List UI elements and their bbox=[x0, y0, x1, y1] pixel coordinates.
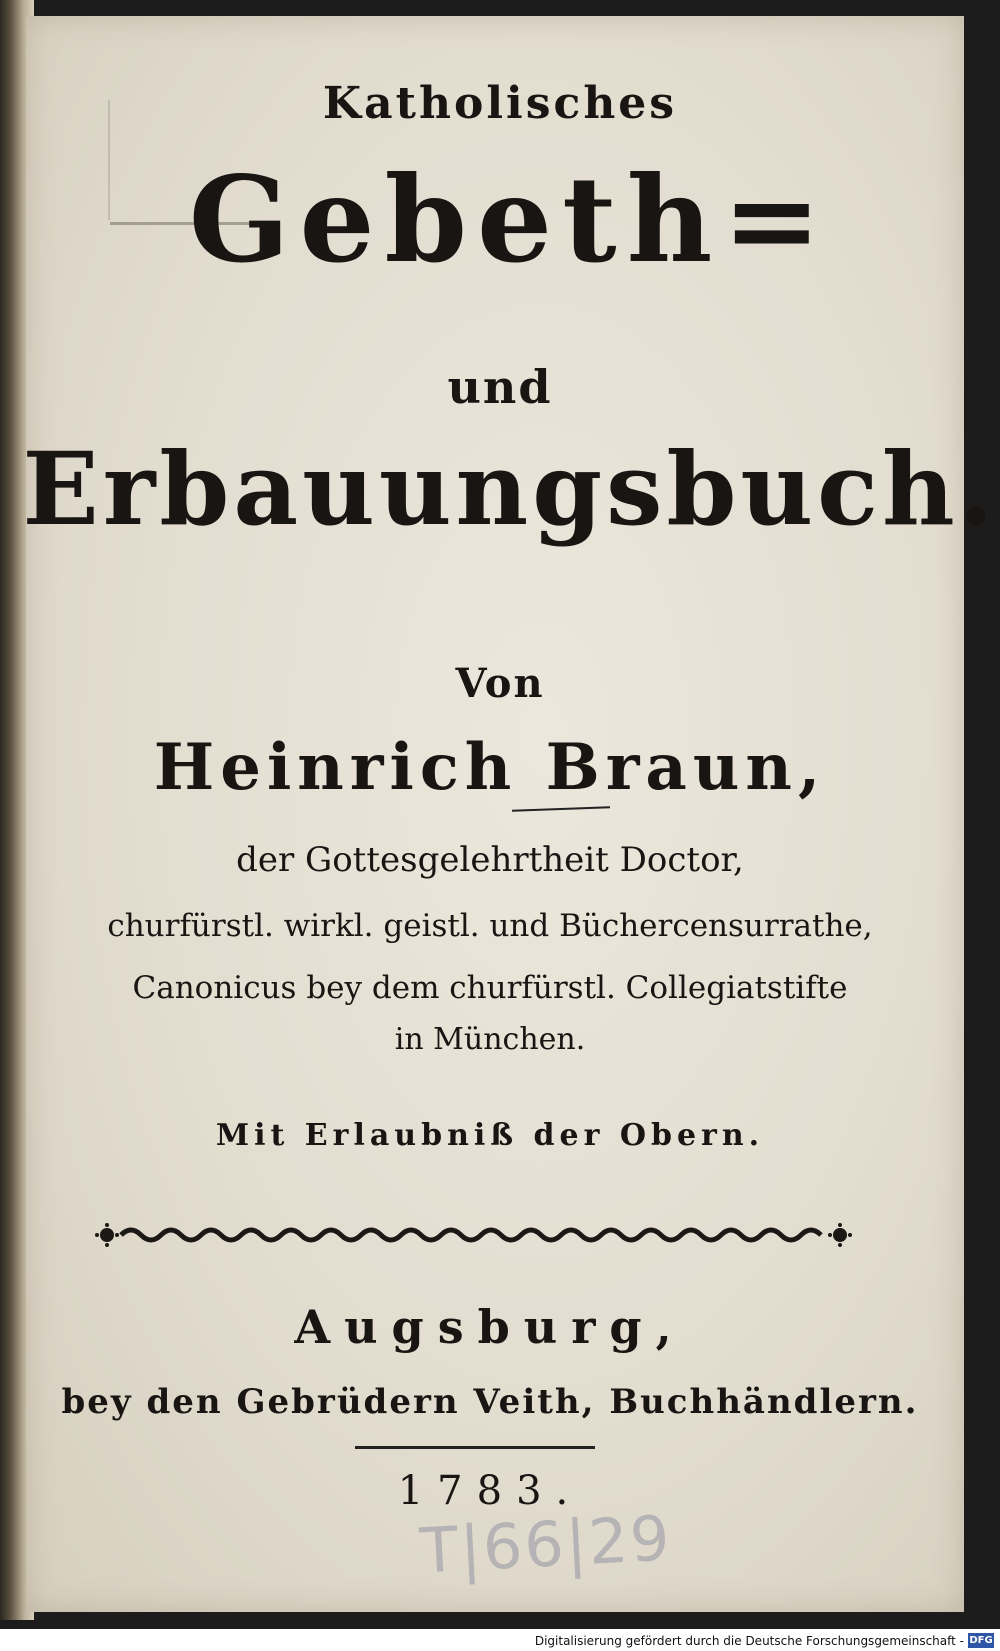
imprint-rule bbox=[355, 1446, 595, 1449]
imprint-publisher: bey den Gebrüdern Veith, Buchhändlern. bbox=[61, 1382, 919, 1422]
by-line: Von bbox=[455, 660, 545, 707]
author-name: Heinrich Braun, bbox=[153, 730, 827, 805]
imprint-year: 1783. bbox=[397, 1468, 583, 1514]
title-line-und: und bbox=[447, 360, 553, 414]
title-line-erbauungsbuch: Erbauungsbuch. bbox=[22, 430, 998, 548]
imprint-place: Augsburg, bbox=[294, 1300, 686, 1354]
author-credential: der Gottesgelehrtheit Doctor, bbox=[236, 840, 744, 880]
ornament-left-flourish bbox=[95, 1223, 119, 1247]
dfg-logo-icon: DFG bbox=[969, 1635, 993, 1646]
ornament-right-flourish bbox=[828, 1223, 852, 1247]
permission-statement: Mit Erlaubniß der Obern. bbox=[215, 1118, 765, 1153]
digitization-footer bbox=[0, 1629, 1000, 1651]
author-credential: in München. bbox=[394, 1022, 586, 1057]
ornament-wave bbox=[121, 1230, 821, 1240]
ornamental-divider bbox=[95, 1215, 855, 1255]
title-line-gebeth: Gebeth= bbox=[188, 150, 832, 289]
author-credential: Canonicus bey dem churfürstl. Collegiatstifte bbox=[132, 970, 848, 1006]
footer-credit-text: Digitalisierung gefördert durch die Deutsche Forschungsgemeinschaft - bbox=[534, 1634, 964, 1648]
author-credential: churfürstl. wirkl. geistl. und Büchercensurrathe, bbox=[107, 908, 873, 944]
library-shelfmark-stamp: T|66|29 bbox=[418, 1501, 674, 1588]
title-line-katholisches: Katholisches bbox=[322, 78, 678, 129]
